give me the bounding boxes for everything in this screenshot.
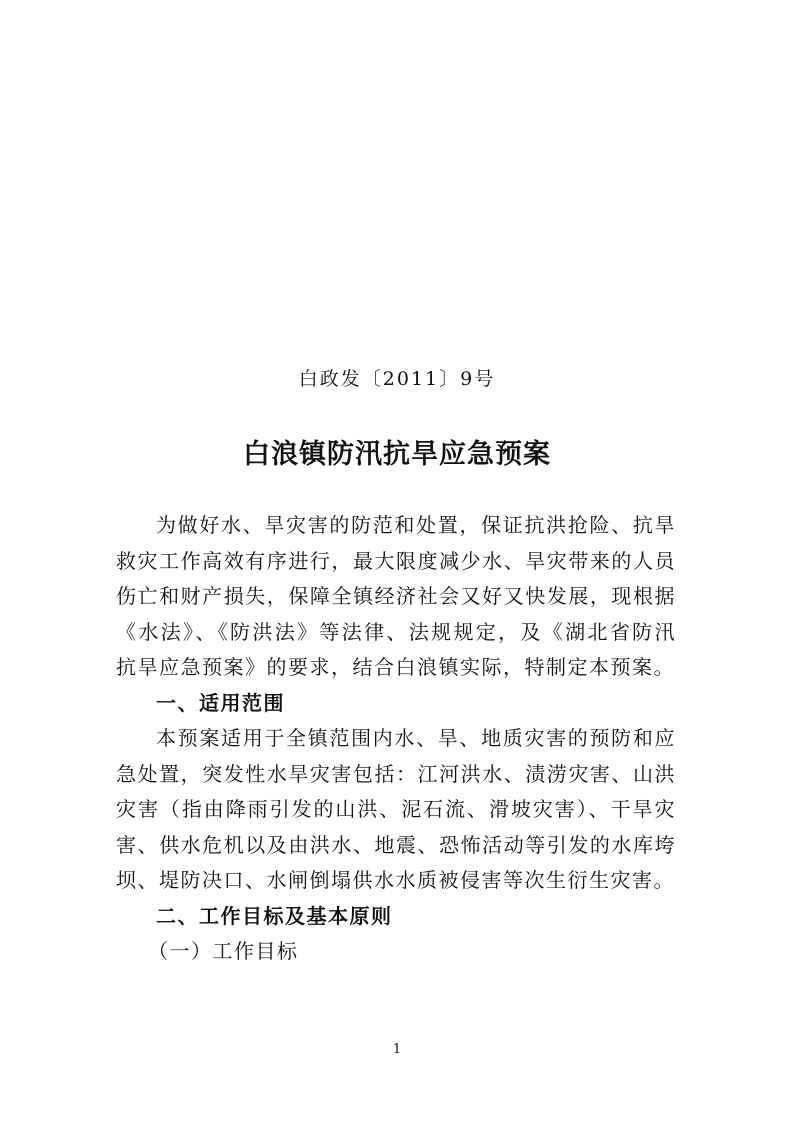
page-number: 1	[392, 1042, 402, 1057]
section-heading-goals: 二、工作目标及基本原则	[156, 903, 393, 928]
subsection-heading-goals: （一）工作目标	[148, 939, 299, 963]
document-body	[116, 508, 676, 970]
document-title: 白浪镇防汛抗旱应急预案	[243, 439, 551, 470]
intro-paragraph: 为做好水、旱灾害的防范和处置，保证抗洪抢险、抗旱救灾工作高效有序进行，最大限度减少水、旱灾带来的人员伤亡和财产损失，保障全镇经济社会又好又快发展，现根据《水法》、《防洪法》等法律、法规规定，及《湖北省防汛抗旱应急预案》的要求，结合白浪镇实际，特制定本预案。	[116, 513, 676, 679]
section-heading-scope: 一、适用范围	[156, 690, 285, 715]
document-number: 白政发〔2011〕9号	[298, 368, 496, 390]
scope-paragraph: 本预案适用于全镇范围内水、旱、地质灾害的预防和应急处置，突发性水旱灾害包括：江河洪水、渍涝灾害、山洪灾害（指由降雨引发的山洪、泥石流、滑坡灾害）、干旱灾害、供水危机以及由洪水、地震、恐怖活动等引发的水库垮坝、堤防决口、水闸倒塌供水水质被侵害等次生衍生灾害。	[116, 726, 676, 892]
